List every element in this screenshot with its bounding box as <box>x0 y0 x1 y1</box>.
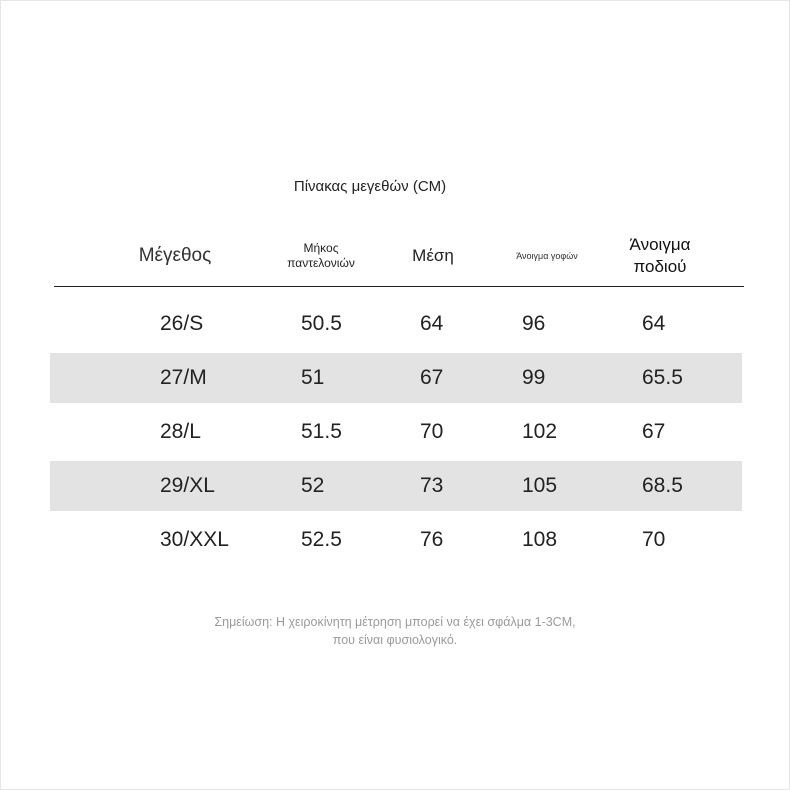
cell-leg-opening: 64 <box>642 312 666 335</box>
cell-leg-opening: 67 <box>642 420 666 443</box>
cell-waist: 73 <box>420 474 444 497</box>
cell-length: 51 <box>301 366 325 389</box>
cell-leg-opening: 68.5 <box>642 474 683 497</box>
chart-title: Πίνακας μεγεθών (CM) <box>293 178 447 195</box>
header-divider <box>54 286 744 287</box>
cell-leg-opening: 70 <box>642 528 666 551</box>
size-table-body <box>50 297 742 567</box>
cell-size: 26/S <box>160 312 204 335</box>
cell-hip: 99 <box>522 366 546 389</box>
header-leg-opening: Άνοιγμα ποδιού <box>629 235 691 276</box>
cell-hip: 102 <box>522 420 558 443</box>
cell-length: 52 <box>301 474 325 497</box>
header-pants-length: Μήκος παντελονιών <box>287 241 355 270</box>
table-header <box>50 226 744 286</box>
cell-hip: 96 <box>522 312 546 335</box>
cell-size: 27/M <box>160 366 207 389</box>
cell-size: 30/XXL <box>160 528 229 551</box>
cell-waist: 64 <box>420 312 444 335</box>
measurement-note: Σημείωση: Η χειροκίνητη μέτρηση μπορεί να έχει σφάλμα 1-3CM, που είναι φυσιολογικό. <box>214 615 576 647</box>
table-row <box>50 297 742 351</box>
table-row <box>50 405 742 459</box>
table-row <box>50 513 742 567</box>
cell-waist: 67 <box>420 366 444 389</box>
cell-length: 52.5 <box>301 528 342 551</box>
cell-length: 50.5 <box>301 312 342 335</box>
table-row <box>50 461 742 511</box>
cell-hip: 105 <box>522 474 558 497</box>
cell-leg-opening: 65.5 <box>642 366 683 389</box>
header-hip: Άνοιγμα γοφών <box>516 250 578 261</box>
header-waist: Μέση <box>412 246 454 265</box>
cell-hip: 108 <box>522 528 558 551</box>
table-row <box>50 353 742 403</box>
cell-waist: 76 <box>420 528 444 551</box>
cell-size: 29/XL <box>160 474 215 497</box>
cell-size: 28/L <box>160 420 201 443</box>
cell-length: 51.5 <box>301 420 342 443</box>
cell-waist: 70 <box>420 420 444 443</box>
header-size: Μέγεθος <box>138 245 212 266</box>
